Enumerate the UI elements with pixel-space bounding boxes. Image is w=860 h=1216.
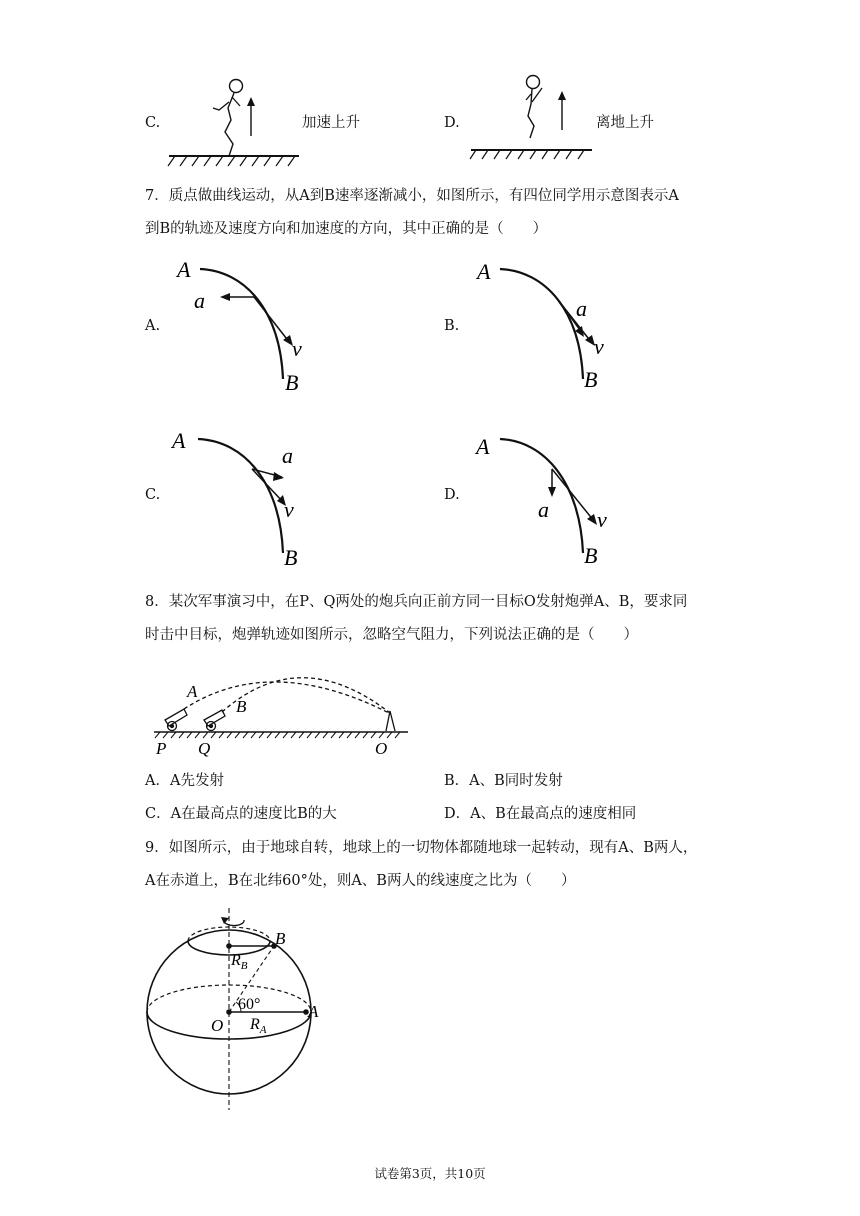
q7-figure-b xyxy=(470,255,620,400)
label-o: O xyxy=(375,739,388,758)
label-vel: v xyxy=(594,334,604,359)
label-vel: v xyxy=(597,507,607,532)
q7-figure-d xyxy=(470,425,620,575)
q7-figure-a xyxy=(170,255,320,400)
label-shell-b: B xyxy=(236,697,247,716)
label-end: B xyxy=(584,543,598,568)
q7-option-d-letter: D. xyxy=(444,487,460,503)
label-vel: v xyxy=(292,336,302,361)
label-a: A xyxy=(308,1002,319,1021)
q6-figure-d xyxy=(468,70,598,170)
svg-text:RB xyxy=(230,952,248,972)
label-start: A xyxy=(172,428,186,453)
label-p: P xyxy=(156,739,167,758)
q8-stem-line2: 时击中目标，炮弹轨迹如图所示，忽略空气阻力，下列说法正确的是（ ） xyxy=(145,627,638,643)
label-accel: a xyxy=(282,443,293,468)
label-o: O xyxy=(211,1016,224,1035)
q8-figure xyxy=(150,665,415,765)
label-accel: a xyxy=(538,497,549,522)
label-q: Q xyxy=(198,739,211,758)
q9-stem-line2: A在赤道上，B在北纬60°处，则A、B两人的线速度之比为（ ） xyxy=(145,873,576,889)
q9-stem-line1: 9．如图所示，由于地球自转，地球上的一切物体都随地球一起转动，现有A、B两人， xyxy=(145,840,698,856)
svg-text:RA xyxy=(249,1016,267,1036)
q7-option-a-letter: A. xyxy=(145,318,161,334)
label-shell-a: A xyxy=(187,682,198,701)
q8-option-a: A．A先发射 xyxy=(145,773,224,789)
label-rb-sub: B xyxy=(240,960,248,972)
label-ra-sub: A xyxy=(259,1024,267,1036)
q8-option-c: C．A在最高点的速度比B的大 xyxy=(145,806,337,822)
q7-stem-line2: 到B的轨迹及速度方向和加速度的方向，其中正确的是（ ） xyxy=(145,221,548,237)
q8-option-b: B．A、B同时发射 xyxy=(444,773,563,789)
q7-stem-line1: 7．质点做曲线运动，从A到B速率逐渐减小，如图所示，有四位同学用示意图表示A xyxy=(145,188,679,204)
label-b: B xyxy=(275,929,286,948)
label-end: B xyxy=(285,370,299,395)
label-start: A xyxy=(476,434,490,459)
label-accel: a xyxy=(576,296,587,321)
q6-figure-c xyxy=(165,70,305,170)
label-end: B xyxy=(284,545,298,570)
q7-option-b-letter: B. xyxy=(444,318,460,334)
label-start: A xyxy=(477,259,491,284)
q9-earth-figure xyxy=(140,905,340,1115)
q7-figure-c xyxy=(170,425,320,575)
label-vel: v xyxy=(284,497,294,522)
q6-option-c-caption: 加速上升 xyxy=(302,115,360,131)
q7-option-c-letter: C. xyxy=(145,487,161,503)
label-accel: a xyxy=(194,288,205,313)
label-start: A xyxy=(177,257,191,282)
q8-option-d: D．A、B在最高点的速度相同 xyxy=(444,806,637,822)
page-footer: 试卷第3页，共10页 xyxy=(374,1166,486,1181)
label-rb: R xyxy=(231,952,241,969)
q6-option-d-letter: D. xyxy=(444,115,460,131)
q6-option-c-letter: C. xyxy=(145,115,161,131)
label-angle: 60° xyxy=(238,996,261,1013)
label-ra: R xyxy=(250,1016,260,1033)
q8-stem-line1: 8．某次军事演习中，在P、Q两处的炮兵向正前方同一目标O发射炮弹A、B，要求同 xyxy=(145,594,688,610)
label-end: B xyxy=(584,367,598,392)
q6-option-d-caption: 离地上升 xyxy=(596,115,654,131)
